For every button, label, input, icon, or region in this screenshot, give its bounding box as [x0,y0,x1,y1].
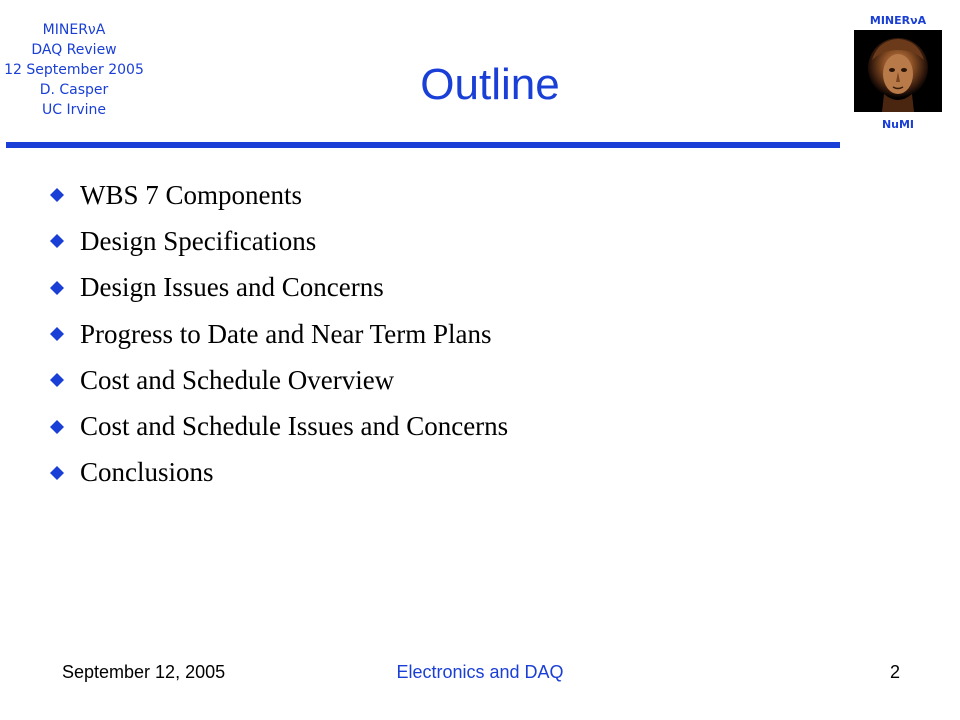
diamond-bullet-icon [50,373,64,387]
minerva-logo-icon [854,30,942,112]
footer-title: Electronics and DAQ [396,662,564,682]
title-divider [6,142,840,148]
list-item-text: WBS 7 Components [80,179,303,210]
meeting-info-event: DAQ Review [31,42,117,58]
list-item-text: Cost and Schedule Overview [80,364,395,395]
slide-title: Outline [420,60,560,109]
meeting-info-date: 12 September 2005 [4,62,144,78]
list-item-text: Conclusions [80,457,214,488]
list-item [46,450,508,496]
list-item-text: Design Issues and Concerns [80,272,384,303]
list-item [46,403,508,449]
diamond-bullet-icon [50,420,64,434]
list-item [46,172,508,218]
minerva-logo [852,14,944,132]
diamond-bullet-icon [50,466,64,480]
list-item-text: Progress to Date and Near Term Plans [80,318,492,349]
list-item [46,311,508,357]
list-item-text: Design Specifications [80,225,317,256]
diamond-bullet-icon [50,281,64,295]
logo-top-label: MINERνA [869,14,927,27]
minerva-face-icon [854,30,942,112]
diamond-bullet-icon [50,234,64,248]
list-item [46,265,508,311]
meeting-info [0,20,148,120]
list-item [46,218,508,264]
diamond-bullet-icon [50,327,64,341]
list-item-text: Cost and Schedule Issues and Concerns [80,411,509,442]
list-item [46,357,508,403]
meeting-info-institution: UC Irvine [41,102,107,118]
outline-list [46,172,508,496]
meeting-info-author: D. Casper [39,82,109,98]
logo-bottom-label: NuMI [881,118,915,131]
page-number: 2 [889,662,900,682]
diamond-bullet-icon [50,188,64,202]
footer-date: September 12, 2005 [62,662,226,682]
meeting-info-experiment: MINERνA [42,22,106,38]
